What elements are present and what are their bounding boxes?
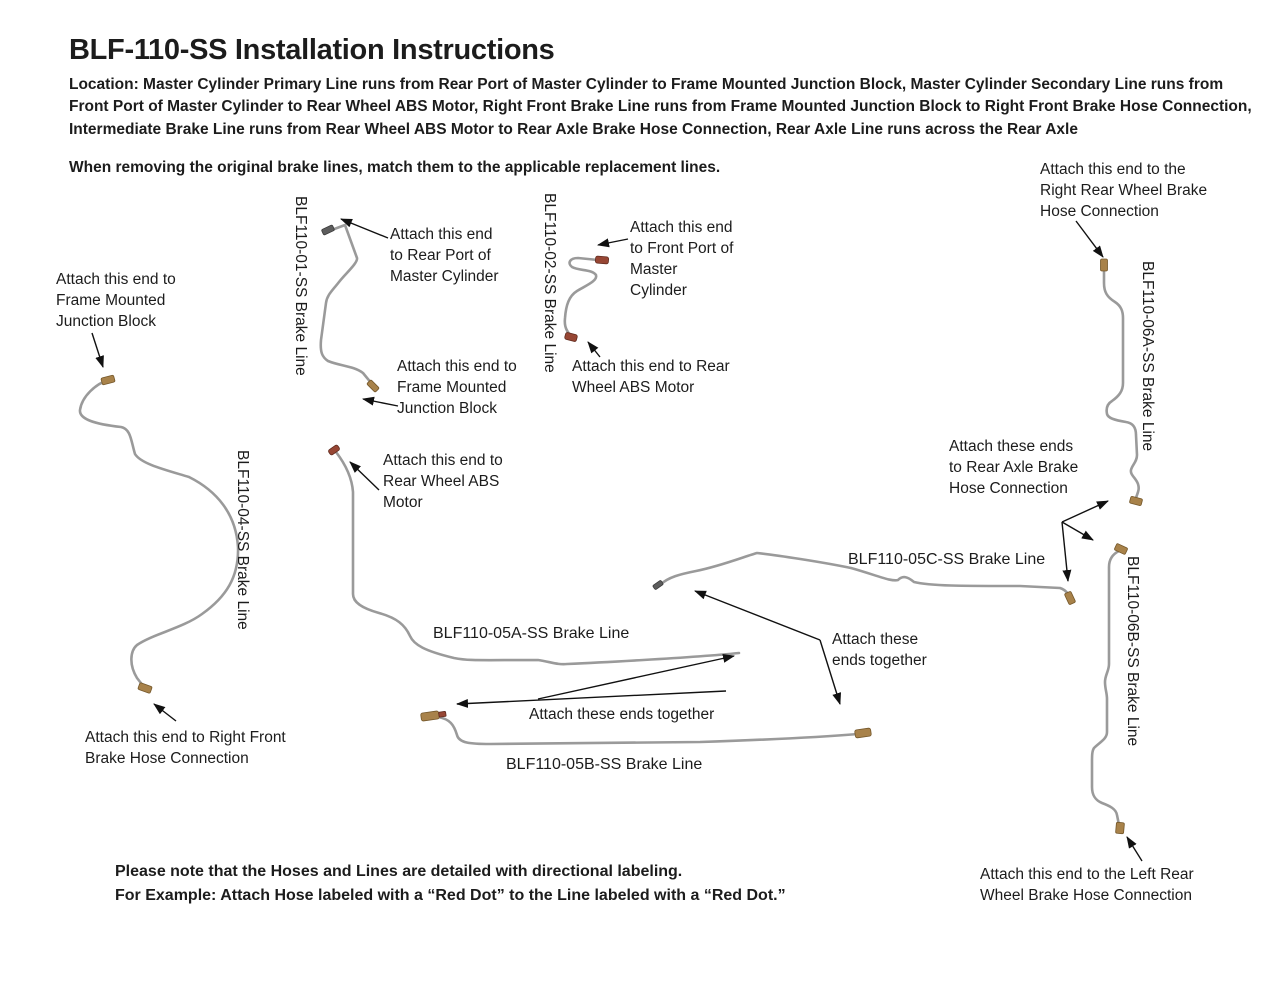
fitting-red-dot xyxy=(564,332,577,342)
callout-ends-together-right: Attach these ends together xyxy=(832,631,927,669)
callout-rear-abs-05a: Attach this end to Rear Wheel ABS Motor xyxy=(383,452,503,511)
arrow-to-02-top xyxy=(598,239,628,245)
callout-right-rear-wheel: Attach this end to the Right Rear Wheel Brake Hose Connection xyxy=(1040,161,1208,220)
label-blf110-01: BLF110-01-SS Brake Line xyxy=(292,196,309,376)
arrow-to-06a-top xyxy=(1076,221,1103,257)
callout-left-rear-wheel: Attach this end to the Left Rear Wheel Brake Hose Connection xyxy=(980,866,1194,904)
red-dot-band xyxy=(439,711,447,717)
fitting-brass xyxy=(1116,822,1125,834)
callout-rear-port: Attach this end to Rear Port of Master Cylinder xyxy=(390,226,499,285)
label-blf110-06a: BLF110-06A-SS Brake Line xyxy=(1139,261,1156,452)
blf110-04-ss-line xyxy=(80,380,238,687)
label-blf110-05c: BLF110-05C-SS Brake Line xyxy=(848,551,1046,568)
fitting-dark xyxy=(321,225,334,236)
arrow-to-06b-bottom xyxy=(1127,837,1142,861)
arrow-to-05c-right-end xyxy=(1062,522,1068,581)
blf110-02-ss-line xyxy=(565,258,598,335)
label-blf110-04: BLF110-04-SS Brake Line xyxy=(234,450,251,630)
footer-line-2: For Example: Attach Hose labeled with a “Red Dot” to the Line labeled with a “Red Dot.” xyxy=(115,886,786,904)
callout-rear-abs-02: Attach this end to Rear Wheel ABS Motor xyxy=(572,358,730,396)
arrow-to-06b-top xyxy=(1062,522,1093,540)
fitting-brass xyxy=(138,682,153,693)
fitting-brass xyxy=(367,380,380,393)
location-paragraph: Location: Master Cylinder Primary Line runs from Rear Port of Master Cylinder to Frame Mounted Junction Block, Master Cylinder Secondary Line runs from Front Port of Master Cylinder to Rear Wheel ABS Motor, Right Front Brake Line runs from Frame Mounted Junction Block to Right Front Brake Hose Connection, Intermediate Brake Line runs from Rear Wheel ABS Motor to Rear Axle Brake Hose Connection, Rear Axle Line runs across the Rear Axle xyxy=(69,76,1252,138)
removal-note: When removing the original brake lines, match them to the applicable replacement lines. xyxy=(69,159,721,176)
arrow-to-01-bottom xyxy=(363,399,398,406)
callout-rear-axle-hose: Attach these ends to Rear Axle Brake Hose Connection xyxy=(949,438,1079,497)
fitting-red-dot xyxy=(595,256,609,264)
arrow-to-04-bottom xyxy=(154,704,176,721)
label-blf110-05a: BLF110-05A-SS Brake Line xyxy=(433,625,630,642)
arrow-to-02-bottom xyxy=(588,342,600,357)
fitting-brass xyxy=(1101,259,1108,271)
page-title: BLF-110-SS Installation Instructions xyxy=(69,34,555,66)
callout-right-front-hose: Attach this end to Right Front Brake Hose Connection xyxy=(85,729,286,767)
fitting-brass xyxy=(855,728,872,738)
blf110-01-ss-line xyxy=(321,225,372,384)
fitting-brass xyxy=(421,711,440,721)
arrow-to-05a-top xyxy=(350,462,379,490)
fitting-dark xyxy=(652,580,663,590)
directional-labeling-note xyxy=(115,860,786,907)
fitting-brass xyxy=(1129,496,1142,506)
fitting-brass xyxy=(101,375,115,385)
label-blf110-02: BLF110-02-SS Brake Line xyxy=(541,193,558,373)
blf110-06b-ss-line xyxy=(1092,551,1119,825)
callout-front-port: Attach this end to Front Port of Master Cylinder xyxy=(630,219,734,299)
arrow-to-06a-bottom xyxy=(1062,501,1108,522)
label-blf110-06b: BLF110-06B-SS Brake Line xyxy=(1124,556,1141,747)
arrow-to-05c-left-end xyxy=(695,591,820,640)
blf110-06a-ss-line xyxy=(1104,269,1139,498)
label-blf110-05b: BLF110-05B-SS Brake Line xyxy=(506,756,703,773)
callout-ends-together-left: Attach these ends together xyxy=(529,706,715,723)
arrow-to-04-top xyxy=(92,333,103,367)
footer-line-1: Please note that the Hoses and Lines are detailed with directional labeling. xyxy=(115,863,683,880)
callout-frame-junction-mid: Attach this end to Frame Mounted Junction Block xyxy=(397,358,517,417)
callout-frame-junction-left: Attach this end to Frame Mounted Junction Block xyxy=(56,271,176,330)
arrow-to-05b-left-end xyxy=(457,691,726,704)
fitting-brass xyxy=(1064,591,1075,605)
